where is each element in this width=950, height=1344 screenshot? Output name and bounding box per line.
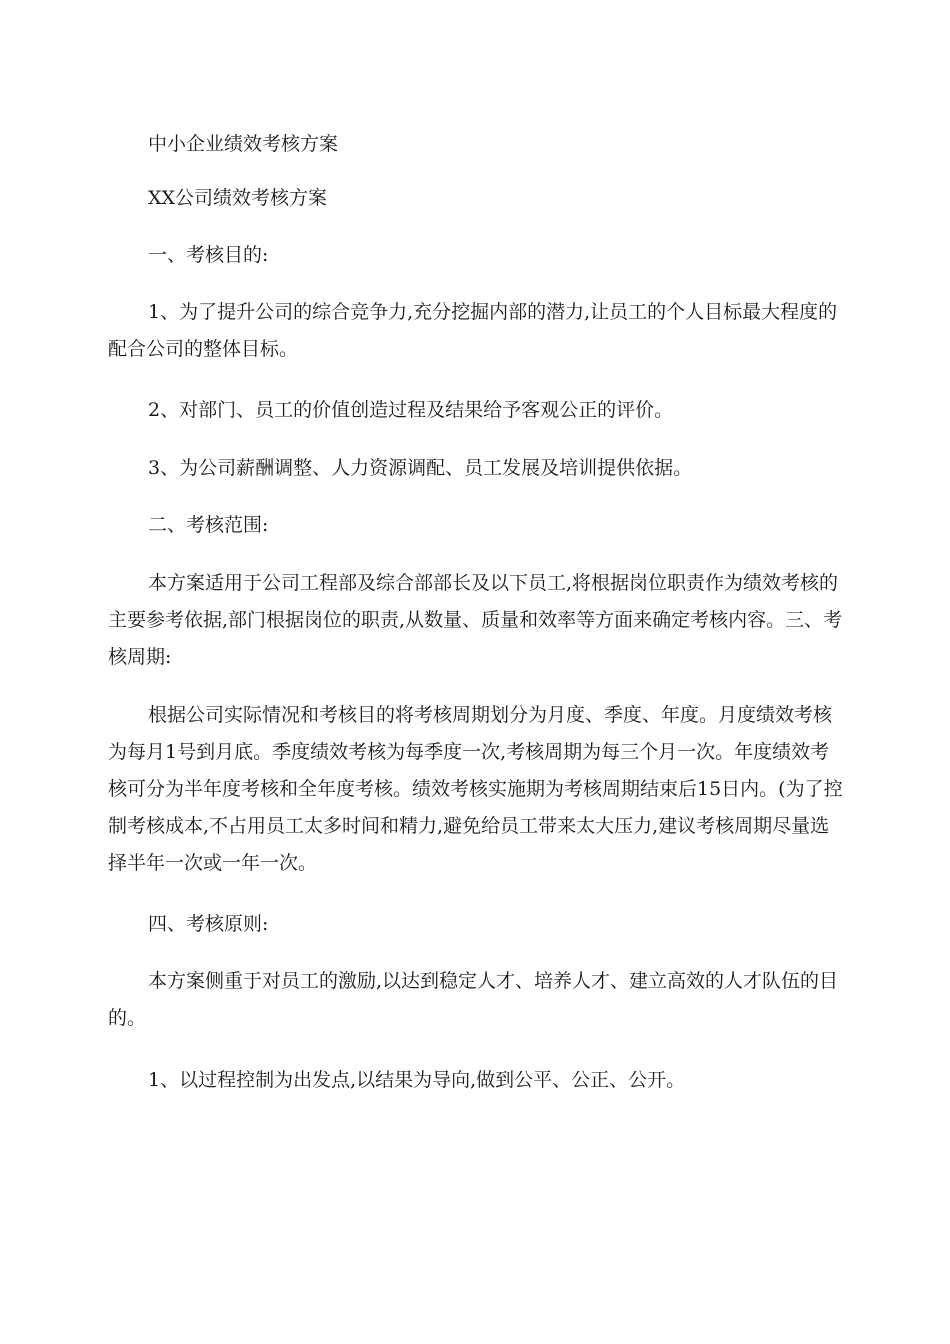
- document-title: 中小企业绩效考核方案: [148, 133, 339, 155]
- purpose-item-3: 3、为公司薪酬调整、人力资源调配、员工发展及培训提供依据。: [148, 457, 693, 479]
- period-paragraph: 根据公司实际情况和考核目的将考核周期划分为月度、季度、年度。月度绩效考核为每月1号到月底。季度绩效考核为每季度一次,考核周期为每三个月一次。年度绩效考核可分为半年度考核和全年度考核。绩效考核实施期为考核周期结束后15日内。(为了控制考核成本,不占用员工太多时间和精力,避免给员工带来太大压力,建议考核周期尽量选择半年一次或一年一次。: [108, 704, 843, 874]
- section-heading-principles: 四、考核原则:: [148, 913, 269, 935]
- purpose-item-1: 1、为了提升公司的综合竞争力,充分挖掘内部的潜力,让员工的个人目标最大程度的配合公司的整体目标。: [108, 301, 838, 360]
- document-subtitle: XX公司绩效考核方案: [148, 187, 328, 209]
- scope-paragraph: 本方案适用于公司工程部及综合部部长及以下员工,将根据岗位职责作为绩效考核的主要参考依据,部门根据岗位的职责,从数量、质量和效率等方面来确定考核内容。三、考核周期:: [108, 572, 843, 668]
- principles-paragraph: 本方案侧重于对员工的激励,以达到稳定人才、培养人才、建立高效的人才队伍的目的。: [108, 970, 839, 1029]
- section-heading-purpose: 一、考核目的:: [148, 244, 269, 266]
- purpose-item-2: 2、对部门、员工的价值创造过程及结果给予客观公正的评价。: [148, 399, 674, 421]
- principles-item-1: 1、以过程控制为出发点,以结果为导向,做到公平、公正、公开。: [148, 1069, 686, 1091]
- section-heading-scope: 二、考核范围:: [148, 514, 269, 536]
